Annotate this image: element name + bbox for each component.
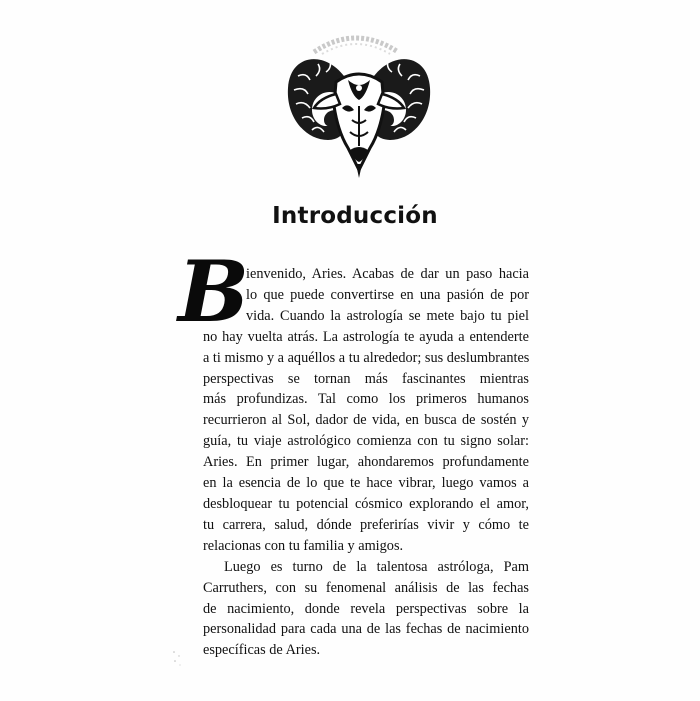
text-line: de nacimiento, donde revela perspectivas sobre la [203, 600, 529, 617]
text-line: a ti mismo y a aquéllos a tu alrededor; sus deslumbrantes [203, 349, 530, 366]
text-line: Carruthers, con su fenomenal análisis de las fechas [203, 579, 529, 596]
paper-specks [170, 648, 184, 668]
text-line: lo que puede convertirse en una pasión de por [246, 286, 529, 303]
text-line: en la esencia de lo que te hace vibrar, luego vamos a [203, 475, 529, 492]
text-line: personalidad para cada una de las fechas de nacimiento [203, 621, 529, 638]
text-line: guía, tu viaje astrológico comienza con tu signo solar: [203, 433, 529, 450]
body-text [203, 264, 529, 661]
text-line: desbloquear tu potencial cósmico explorando el amor, [203, 495, 529, 512]
text-line: Aries. En primer lugar, ahondaremos profundamente [203, 454, 529, 471]
text-line: relacionas con tu familia y amigos. [203, 537, 404, 554]
text-line: perspectivas se tornan más fascinantes mientras [203, 370, 529, 387]
page-title: Introducción [272, 203, 438, 229]
drop-cap-letter: B [178, 242, 249, 341]
text-line: tu carrera, salud, dónde preferirías vivir y cómo te [203, 516, 529, 533]
aries-ram-head-icon [284, 36, 434, 178]
text-line: específicas de Aries. [203, 642, 321, 659]
text-line: Luego es turno de la talentosa astróloga, Pam [224, 558, 529, 575]
text-line: vida. Cuando la astrología se mete bajo tu piel [246, 307, 529, 324]
text-line: no hay vuelta atrás. La astrología te ayuda a entenderte [203, 328, 529, 345]
text-line: recurrieron al Sol, dador de vida, en busca de sostén y [203, 412, 529, 429]
text-line: más profundizas. Tal como los primeros humanos [203, 391, 529, 408]
text-line: ienvenido, Aries. Acabas de dar un paso hacia [246, 266, 529, 282]
